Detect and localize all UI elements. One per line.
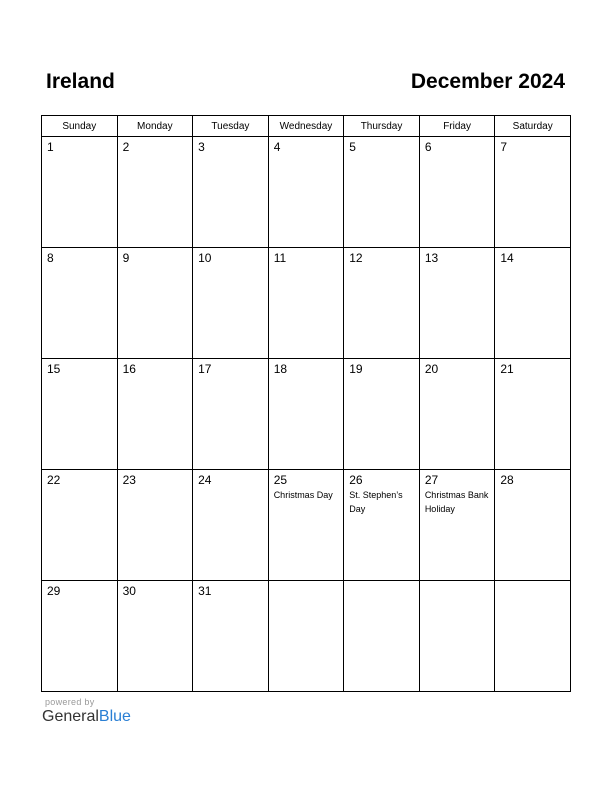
day-number: [420, 581, 495, 585]
week-row: [42, 470, 571, 581]
empty-day-cell: [268, 581, 344, 692]
holiday-label: Christmas Day: [273, 490, 333, 500]
day-number: 20: [424, 362, 439, 376]
day-cell: [268, 359, 344, 470]
day-cell: [495, 470, 571, 581]
day-number: [495, 581, 570, 585]
day-cell: [117, 470, 193, 581]
day-number: 5: [349, 140, 356, 154]
logo-blue-text: Blue: [98, 708, 131, 725]
weekday-sunday: Sunday: [42, 116, 118, 137]
day-cell: [344, 137, 420, 248]
calendar-grid: [41, 115, 571, 692]
day-cell: [495, 359, 571, 470]
day-cell: [42, 137, 118, 248]
day-number: 26: [349, 473, 363, 487]
month-year-title: December 2024: [410, 70, 565, 93]
day-number: 21: [500, 362, 514, 376]
day-number: 19: [349, 362, 363, 376]
day-number: 1: [47, 140, 54, 154]
empty-day-cell: [344, 581, 420, 692]
empty-day-cell: [495, 581, 571, 692]
week-row: [42, 137, 571, 248]
day-cell: [495, 137, 571, 248]
day-number: 4: [273, 140, 281, 154]
day-number: 22: [47, 473, 61, 487]
week-row: [42, 359, 571, 470]
day-number: 13: [424, 251, 439, 265]
day-cell: [193, 581, 269, 692]
day-number: 28: [500, 473, 514, 487]
day-cell: [117, 359, 193, 470]
day-cell: [495, 248, 571, 359]
day-number: 15: [47, 362, 61, 376]
day-number: 31: [198, 584, 212, 598]
day-cell: [193, 470, 269, 581]
day-cell: [268, 470, 344, 581]
day-cell: [344, 359, 420, 470]
day-number: 6: [424, 140, 432, 154]
day-number: 12: [349, 251, 363, 265]
day-number: 8: [47, 251, 54, 265]
day-cell: [419, 470, 495, 581]
day-number: 11: [273, 251, 287, 265]
day-number: 18: [273, 362, 288, 376]
weekday-saturday: Saturday: [495, 116, 571, 137]
day-number: [269, 581, 344, 585]
day-cell: [419, 359, 495, 470]
weekday-thursday: Thursday: [344, 116, 420, 137]
day-cell: [117, 581, 193, 692]
day-cell: [193, 359, 269, 470]
logo-general-text: General: [42, 708, 99, 725]
holiday-label: St. Stephen’s Day: [349, 490, 403, 514]
day-cell: [268, 137, 344, 248]
day-cell: [344, 248, 420, 359]
day-cell: [42, 470, 118, 581]
day-number: 3: [198, 140, 205, 154]
day-cell: [419, 137, 495, 248]
day-number: 17: [198, 362, 212, 376]
day-number: 7: [500, 140, 508, 154]
holiday-label: Christmas Bank Holiday: [424, 490, 489, 514]
day-number: 23: [122, 473, 136, 487]
day-number: 30: [122, 584, 136, 598]
day-number: 2: [122, 140, 130, 154]
week-row: [42, 581, 571, 692]
day-cell: [193, 248, 269, 359]
week-row: [42, 248, 571, 359]
day-cell: [344, 470, 420, 581]
day-cell: [117, 248, 193, 359]
weekday-wednesday: Wednesday: [268, 116, 344, 137]
weekday-tuesday: Tuesday: [193, 116, 269, 137]
powered-by-text: powered by: [45, 697, 95, 707]
day-number: 10: [198, 251, 212, 265]
day-cell: [419, 248, 495, 359]
weekday-friday: Friday: [419, 116, 495, 137]
day-number: 24: [198, 473, 212, 487]
day-number: [344, 581, 419, 585]
day-number: 14: [500, 251, 514, 265]
day-cell: [193, 137, 269, 248]
day-number: 29: [47, 584, 61, 598]
day-number: 16: [122, 362, 136, 376]
day-cell: [42, 359, 118, 470]
weekday-header-row: [42, 116, 571, 137]
day-cell: [42, 248, 118, 359]
empty-day-cell: [419, 581, 495, 692]
country-title: Ireland: [46, 70, 115, 93]
day-number: 25: [273, 473, 288, 487]
day-number: 27: [424, 473, 439, 487]
weekday-monday: Monday: [117, 116, 193, 137]
generalblue-logo[interactable]: [42, 708, 131, 726]
day-cell: [42, 581, 118, 692]
day-cell: [117, 137, 193, 248]
day-cell: [268, 248, 344, 359]
day-number: 9: [122, 251, 130, 265]
